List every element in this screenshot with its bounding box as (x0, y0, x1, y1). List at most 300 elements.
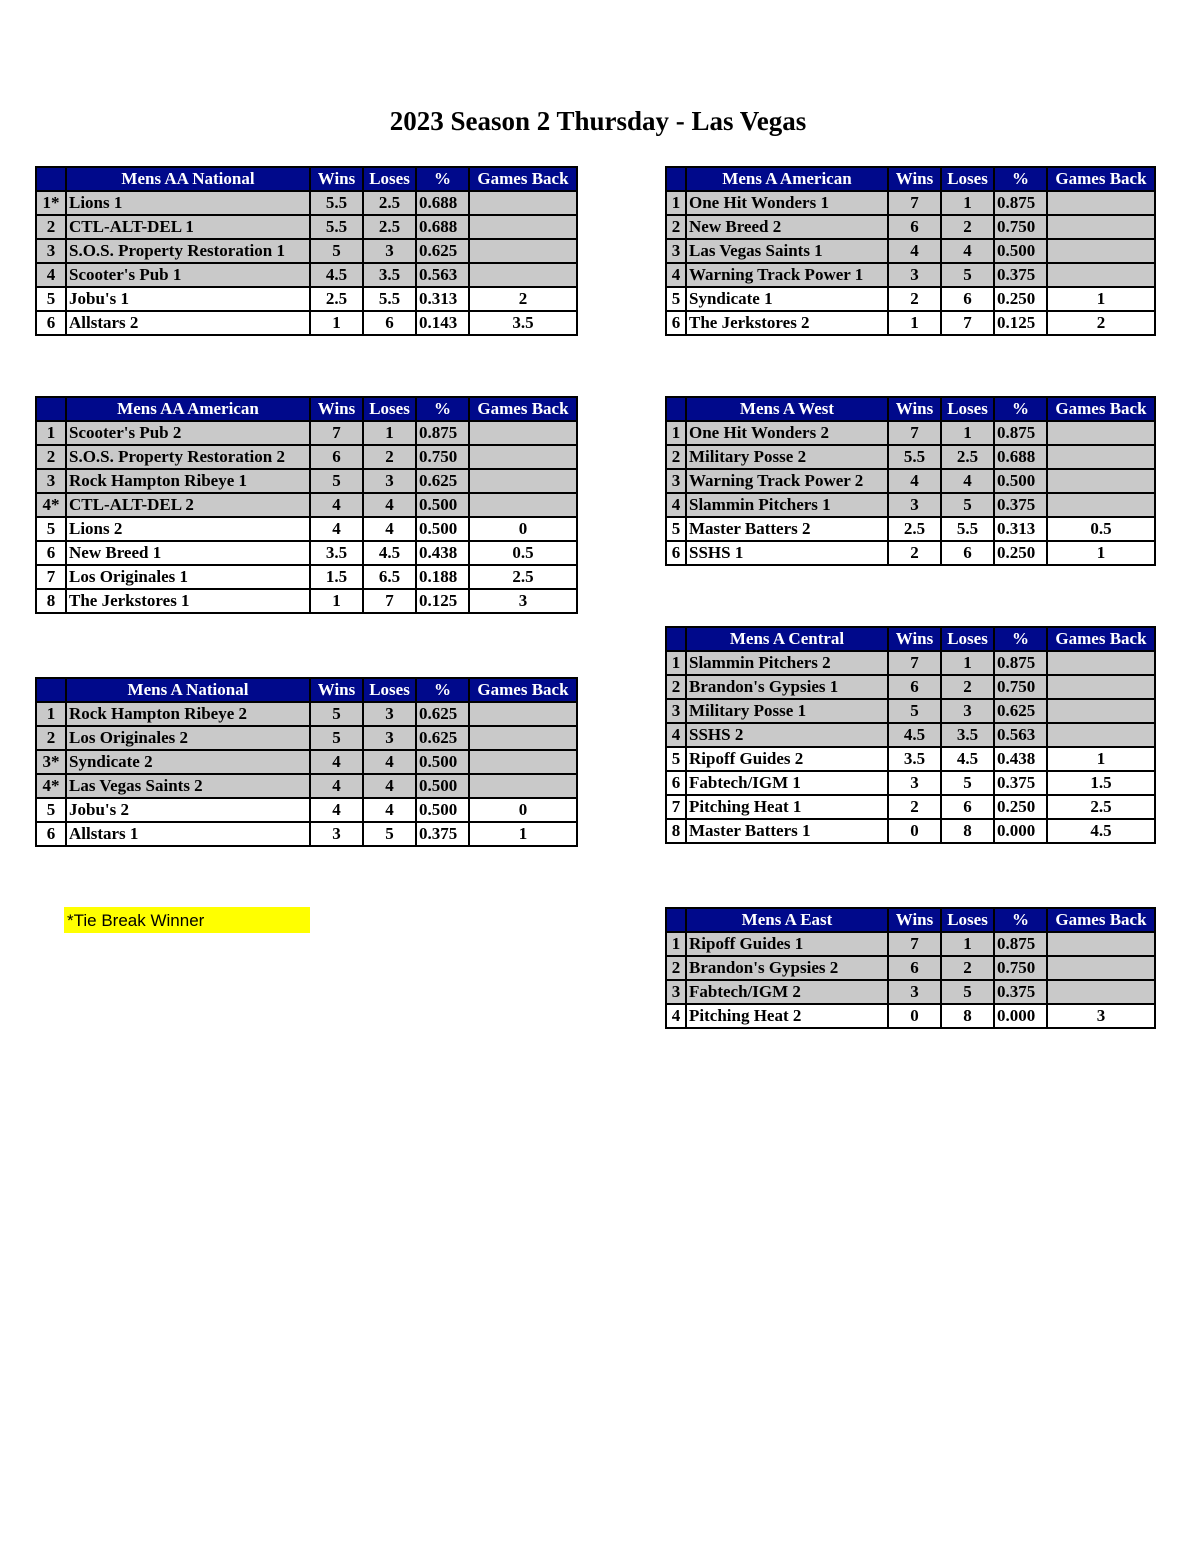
wins-cell: 5 (310, 726, 363, 750)
loses-cell: 5 (941, 263, 994, 287)
loses-cell: 6 (941, 287, 994, 311)
loses-cell: 3.5 (363, 263, 416, 287)
loses-cell: 1 (941, 191, 994, 215)
wins-cell: 6 (888, 956, 941, 980)
team-name-cell: Brandon's Gypsies 1 (686, 675, 888, 699)
wins-cell: 5 (310, 469, 363, 493)
header-wins: Wins (310, 167, 363, 191)
team-name-cell: Scooter's Pub 2 (66, 421, 310, 445)
loses-cell: 5 (941, 493, 994, 517)
rank-cell: 4* (36, 493, 66, 517)
rank-cell: 5 (666, 287, 686, 311)
rank-cell: 5 (36, 517, 66, 541)
pct-cell: 0.313 (416, 287, 469, 311)
wins-cell: 4 (888, 469, 941, 493)
games-back-cell: 1 (1047, 747, 1155, 771)
games-back-cell: 3 (469, 589, 577, 613)
rank-cell: 7 (36, 565, 66, 589)
wins-cell: 4 (310, 517, 363, 541)
header-loses: Loses (941, 167, 994, 191)
table-row (36, 589, 577, 613)
pct-cell: 0.500 (416, 517, 469, 541)
wins-cell: 3 (888, 263, 941, 287)
wins-cell: 5.5 (888, 445, 941, 469)
table-row (36, 726, 577, 750)
games-back-cell: 4.5 (1047, 819, 1155, 843)
wins-cell: 1 (888, 311, 941, 335)
games-back-cell: 3 (1047, 1004, 1155, 1028)
table-row (666, 1004, 1155, 1028)
division-name: Mens A Central (686, 627, 888, 651)
table-row (666, 675, 1155, 699)
loses-cell: 4 (363, 750, 416, 774)
pct-cell: 0.625 (416, 726, 469, 750)
table-row (666, 819, 1155, 843)
games-back-cell (1047, 956, 1155, 980)
table-header-row (36, 678, 577, 702)
table-row (36, 493, 577, 517)
pct-cell: 0.875 (416, 421, 469, 445)
table-row (36, 263, 577, 287)
team-name-cell: Lions 1 (66, 191, 310, 215)
games-back-cell (1047, 699, 1155, 723)
table-mens-a-american (665, 166, 1156, 336)
header-rank (666, 167, 686, 191)
loses-cell: 4 (363, 798, 416, 822)
loses-cell: 8 (941, 1004, 994, 1028)
pct-cell: 0.875 (994, 932, 1047, 956)
table-row (36, 311, 577, 335)
rank-cell: 2 (36, 726, 66, 750)
header-games-back: Games Back (1047, 627, 1155, 651)
games-back-cell (469, 469, 577, 493)
team-name-cell: Las Vegas Saints 2 (66, 774, 310, 798)
loses-cell: 5 (941, 771, 994, 795)
loses-cell: 2 (941, 675, 994, 699)
rank-cell: 2 (666, 956, 686, 980)
table-row (36, 702, 577, 726)
team-name-cell: Fabtech/IGM 2 (686, 980, 888, 1004)
rank-cell: 2 (666, 675, 686, 699)
games-back-cell (469, 702, 577, 726)
loses-cell: 5 (363, 822, 416, 846)
table-row (666, 421, 1155, 445)
header-wins: Wins (888, 167, 941, 191)
table-mens-aa-american (35, 396, 578, 614)
table-row (666, 747, 1155, 771)
wins-cell: 6 (310, 445, 363, 469)
team-name-cell: Los Originales 2 (66, 726, 310, 750)
loses-cell: 1 (941, 421, 994, 445)
table-row (36, 287, 577, 311)
table-row (666, 493, 1155, 517)
wins-cell: 0 (888, 1004, 941, 1028)
header-pct: % (416, 167, 469, 191)
table-row (36, 822, 577, 846)
rank-cell: 3* (36, 750, 66, 774)
wins-cell: 2 (888, 287, 941, 311)
wins-cell: 6 (888, 675, 941, 699)
team-name-cell: Slammin Pitchers 2 (686, 651, 888, 675)
pct-cell: 0.375 (994, 980, 1047, 1004)
rank-cell: 6 (36, 541, 66, 565)
games-back-cell: 1 (469, 822, 577, 846)
games-back-cell: 1.5 (1047, 771, 1155, 795)
wins-cell: 1.5 (310, 565, 363, 589)
loses-cell: 2.5 (941, 445, 994, 469)
table-row (666, 980, 1155, 1004)
wins-cell: 7 (310, 421, 363, 445)
wins-cell: 7 (888, 932, 941, 956)
table-header-row (36, 397, 577, 421)
table-row (36, 565, 577, 589)
games-back-cell (1047, 421, 1155, 445)
header-games-back: Games Back (469, 167, 577, 191)
header-wins: Wins (310, 678, 363, 702)
pct-cell: 0.625 (416, 239, 469, 263)
header-games-back: Games Back (469, 678, 577, 702)
team-name-cell: Lions 2 (66, 517, 310, 541)
table-row (36, 215, 577, 239)
table-row (666, 311, 1155, 335)
games-back-cell (1047, 932, 1155, 956)
header-wins: Wins (888, 627, 941, 651)
pct-cell: 0.750 (416, 445, 469, 469)
rank-cell: 5 (666, 747, 686, 771)
wins-cell: 4 (310, 493, 363, 517)
loses-cell: 2 (941, 215, 994, 239)
games-back-cell (1047, 215, 1155, 239)
rank-cell: 1 (36, 702, 66, 726)
team-name-cell: Brandon's Gypsies 2 (686, 956, 888, 980)
pct-cell: 0.375 (994, 263, 1047, 287)
table-mens-a-central (665, 626, 1156, 844)
games-back-cell (469, 445, 577, 469)
loses-cell: 4.5 (941, 747, 994, 771)
rank-cell: 3 (36, 239, 66, 263)
wins-cell: 4 (310, 750, 363, 774)
loses-cell: 2 (941, 956, 994, 980)
rank-cell: 6 (36, 822, 66, 846)
rank-cell: 3 (666, 239, 686, 263)
rank-cell: 3 (666, 699, 686, 723)
games-back-cell (469, 263, 577, 287)
header-rank (666, 397, 686, 421)
header-rank (666, 908, 686, 932)
wins-cell: 5 (888, 699, 941, 723)
pct-cell: 0.125 (994, 311, 1047, 335)
games-back-cell (1047, 723, 1155, 747)
games-back-cell (1047, 651, 1155, 675)
table-row (666, 239, 1155, 263)
games-back-cell: 0.5 (469, 541, 577, 565)
team-name-cell: New Breed 1 (66, 541, 310, 565)
header-loses: Loses (363, 167, 416, 191)
header-games-back: Games Back (469, 397, 577, 421)
team-name-cell: Los Originales 1 (66, 565, 310, 589)
team-name-cell: Military Posse 2 (686, 445, 888, 469)
pct-cell: 0.313 (994, 517, 1047, 541)
games-back-cell: 0.5 (1047, 517, 1155, 541)
table-row (666, 932, 1155, 956)
pct-cell: 0.750 (994, 215, 1047, 239)
games-back-cell (1047, 191, 1155, 215)
games-back-cell (1047, 469, 1155, 493)
table-header-row (666, 167, 1155, 191)
division-name: Mens AA American (66, 397, 310, 421)
division-name: Mens A National (66, 678, 310, 702)
team-name-cell: Ripoff Guides 1 (686, 932, 888, 956)
loses-cell: 6.5 (363, 565, 416, 589)
wins-cell: 5 (310, 702, 363, 726)
team-name-cell: Master Batters 2 (686, 517, 888, 541)
header-games-back: Games Back (1047, 908, 1155, 932)
table-row (666, 287, 1155, 311)
table-mens-aa-national (35, 166, 578, 336)
wins-cell: 0 (888, 819, 941, 843)
rank-cell: 4 (666, 263, 686, 287)
table-row (666, 191, 1155, 215)
pct-cell: 0.000 (994, 1004, 1047, 1028)
table-row (666, 771, 1155, 795)
games-back-cell (1047, 980, 1155, 1004)
pct-cell: 0.563 (416, 263, 469, 287)
wins-cell: 2 (888, 795, 941, 819)
team-name-cell: Ripoff Guides 2 (686, 747, 888, 771)
table-row (666, 699, 1155, 723)
header-pct: % (994, 627, 1047, 651)
wins-cell: 7 (888, 421, 941, 445)
team-name-cell: Rock Hampton Ribeye 1 (66, 469, 310, 493)
games-back-cell: 2.5 (1047, 795, 1155, 819)
team-name-cell: Rock Hampton Ribeye 2 (66, 702, 310, 726)
team-name-cell: Allstars 2 (66, 311, 310, 335)
games-back-cell: 2 (1047, 311, 1155, 335)
rank-cell: 1 (666, 932, 686, 956)
pct-cell: 0.688 (416, 191, 469, 215)
pct-cell: 0.500 (416, 774, 469, 798)
pct-cell: 0.000 (994, 819, 1047, 843)
table-header-row (666, 397, 1155, 421)
pct-cell: 0.375 (416, 822, 469, 846)
pct-cell: 0.250 (994, 795, 1047, 819)
table-row (666, 215, 1155, 239)
games-back-cell: 0 (469, 798, 577, 822)
header-pct: % (994, 167, 1047, 191)
pct-cell: 0.500 (994, 469, 1047, 493)
team-name-cell: Jobu's 1 (66, 287, 310, 311)
loses-cell: 3.5 (941, 723, 994, 747)
wins-cell: 4 (888, 239, 941, 263)
wins-cell: 2.5 (888, 517, 941, 541)
wins-cell: 7 (888, 191, 941, 215)
wins-cell: 6 (888, 215, 941, 239)
rank-cell: 7 (666, 795, 686, 819)
pct-cell: 0.625 (416, 702, 469, 726)
loses-cell: 4 (363, 517, 416, 541)
games-back-cell: 2 (469, 287, 577, 311)
loses-cell: 3 (363, 469, 416, 493)
games-back-cell (469, 493, 577, 517)
pct-cell: 0.750 (994, 675, 1047, 699)
rank-cell: 6 (666, 771, 686, 795)
rank-cell: 1 (666, 191, 686, 215)
team-name-cell: SSHS 2 (686, 723, 888, 747)
team-name-cell: The Jerkstores 2 (686, 311, 888, 335)
table-row (666, 445, 1155, 469)
division-name: Mens A American (686, 167, 888, 191)
games-back-cell: 1 (1047, 541, 1155, 565)
loses-cell: 1 (941, 932, 994, 956)
loses-cell: 2.5 (363, 191, 416, 215)
pct-cell: 0.188 (416, 565, 469, 589)
pct-cell: 0.500 (416, 750, 469, 774)
games-back-cell: 3.5 (469, 311, 577, 335)
loses-cell: 5.5 (363, 287, 416, 311)
wins-cell: 3.5 (310, 541, 363, 565)
games-back-cell (469, 726, 577, 750)
pct-cell: 0.375 (994, 771, 1047, 795)
loses-cell: 4 (941, 469, 994, 493)
header-loses: Loses (941, 908, 994, 932)
rank-cell: 2 (666, 445, 686, 469)
rank-cell: 5 (36, 798, 66, 822)
rank-cell: 4 (666, 723, 686, 747)
team-name-cell: Master Batters 1 (686, 819, 888, 843)
table-row (666, 263, 1155, 287)
games-back-cell: 2.5 (469, 565, 577, 589)
wins-cell: 2.5 (310, 287, 363, 311)
pct-cell: 0.375 (994, 493, 1047, 517)
loses-cell: 4 (363, 493, 416, 517)
header-pct: % (994, 397, 1047, 421)
table-row (666, 469, 1155, 493)
table-row (36, 445, 577, 469)
team-name-cell: The Jerkstores 1 (66, 589, 310, 613)
games-back-cell (469, 750, 577, 774)
pct-cell: 0.875 (994, 191, 1047, 215)
table-row (36, 798, 577, 822)
header-pct: % (416, 397, 469, 421)
table-row (36, 421, 577, 445)
division-name: Mens A West (686, 397, 888, 421)
loses-cell: 4 (941, 239, 994, 263)
pct-cell: 0.688 (994, 445, 1047, 469)
table-mens-a-west (665, 396, 1156, 566)
pct-cell: 0.143 (416, 311, 469, 335)
table-row (36, 517, 577, 541)
team-name-cell: Pitching Heat 2 (686, 1004, 888, 1028)
rank-cell: 1* (36, 191, 66, 215)
pct-cell: 0.125 (416, 589, 469, 613)
rank-cell: 5 (36, 287, 66, 311)
team-name-cell: S.O.S. Property Restoration 2 (66, 445, 310, 469)
team-name-cell: Fabtech/IGM 1 (686, 771, 888, 795)
team-name-cell: Warning Track Power 2 (686, 469, 888, 493)
pct-cell: 0.438 (994, 747, 1047, 771)
rank-cell: 1 (666, 651, 686, 675)
table-row (666, 723, 1155, 747)
wins-cell: 3 (888, 980, 941, 1004)
header-wins: Wins (310, 397, 363, 421)
table-row (36, 191, 577, 215)
header-loses: Loses (941, 397, 994, 421)
loses-cell: 2 (363, 445, 416, 469)
table-row (666, 517, 1155, 541)
rank-cell: 2 (36, 445, 66, 469)
rank-cell: 3 (666, 980, 686, 1004)
pct-cell: 0.688 (416, 215, 469, 239)
wins-cell: 7 (888, 651, 941, 675)
games-back-cell (469, 421, 577, 445)
division-name: Mens AA National (66, 167, 310, 191)
header-rank (666, 627, 686, 651)
team-name-cell: Syndicate 2 (66, 750, 310, 774)
wins-cell: 5 (310, 239, 363, 263)
pct-cell: 0.625 (994, 699, 1047, 723)
table-row (666, 956, 1155, 980)
rank-cell: 8 (666, 819, 686, 843)
pct-cell: 0.750 (994, 956, 1047, 980)
wins-cell: 1 (310, 311, 363, 335)
wins-cell: 4.5 (310, 263, 363, 287)
tie-break-note: *Tie Break Winner (64, 907, 310, 933)
header-wins: Wins (888, 908, 941, 932)
table-header-row (666, 908, 1155, 932)
team-name-cell: S.O.S. Property Restoration 1 (66, 239, 310, 263)
table-row (36, 774, 577, 798)
team-name-cell: Las Vegas Saints 1 (686, 239, 888, 263)
table-row (666, 651, 1155, 675)
loses-cell: 3 (363, 702, 416, 726)
rank-cell: 8 (36, 589, 66, 613)
team-name-cell: One Hit Wonders 1 (686, 191, 888, 215)
wins-cell: 4 (310, 798, 363, 822)
team-name-cell: CTL-ALT-DEL 1 (66, 215, 310, 239)
pct-cell: 0.500 (994, 239, 1047, 263)
loses-cell: 4 (363, 774, 416, 798)
loses-cell: 7 (941, 311, 994, 335)
team-name-cell: Jobu's 2 (66, 798, 310, 822)
loses-cell: 3 (941, 699, 994, 723)
loses-cell: 6 (363, 311, 416, 335)
games-back-cell (469, 215, 577, 239)
rank-cell: 3 (36, 469, 66, 493)
table-header-row (666, 627, 1155, 651)
rank-cell: 4* (36, 774, 66, 798)
wins-cell: 5.5 (310, 215, 363, 239)
header-loses: Loses (363, 397, 416, 421)
page-title: 2023 Season 2 Thursday - Las Vegas (389, 106, 807, 136)
pct-cell: 0.250 (994, 541, 1047, 565)
header-rank (36, 167, 66, 191)
games-back-cell (1047, 493, 1155, 517)
team-name-cell: Warning Track Power 1 (686, 263, 888, 287)
loses-cell: 8 (941, 819, 994, 843)
table-row (36, 750, 577, 774)
pct-cell: 0.625 (416, 469, 469, 493)
loses-cell: 7 (363, 589, 416, 613)
team-name-cell: Military Posse 1 (686, 699, 888, 723)
rank-cell: 1 (666, 421, 686, 445)
team-name-cell: Slammin Pitchers 1 (686, 493, 888, 517)
games-back-cell (469, 191, 577, 215)
pct-cell: 0.438 (416, 541, 469, 565)
wins-cell: 3.5 (888, 747, 941, 771)
table-mens-a-national (35, 677, 578, 847)
games-back-cell (469, 239, 577, 263)
header-rank (36, 678, 66, 702)
